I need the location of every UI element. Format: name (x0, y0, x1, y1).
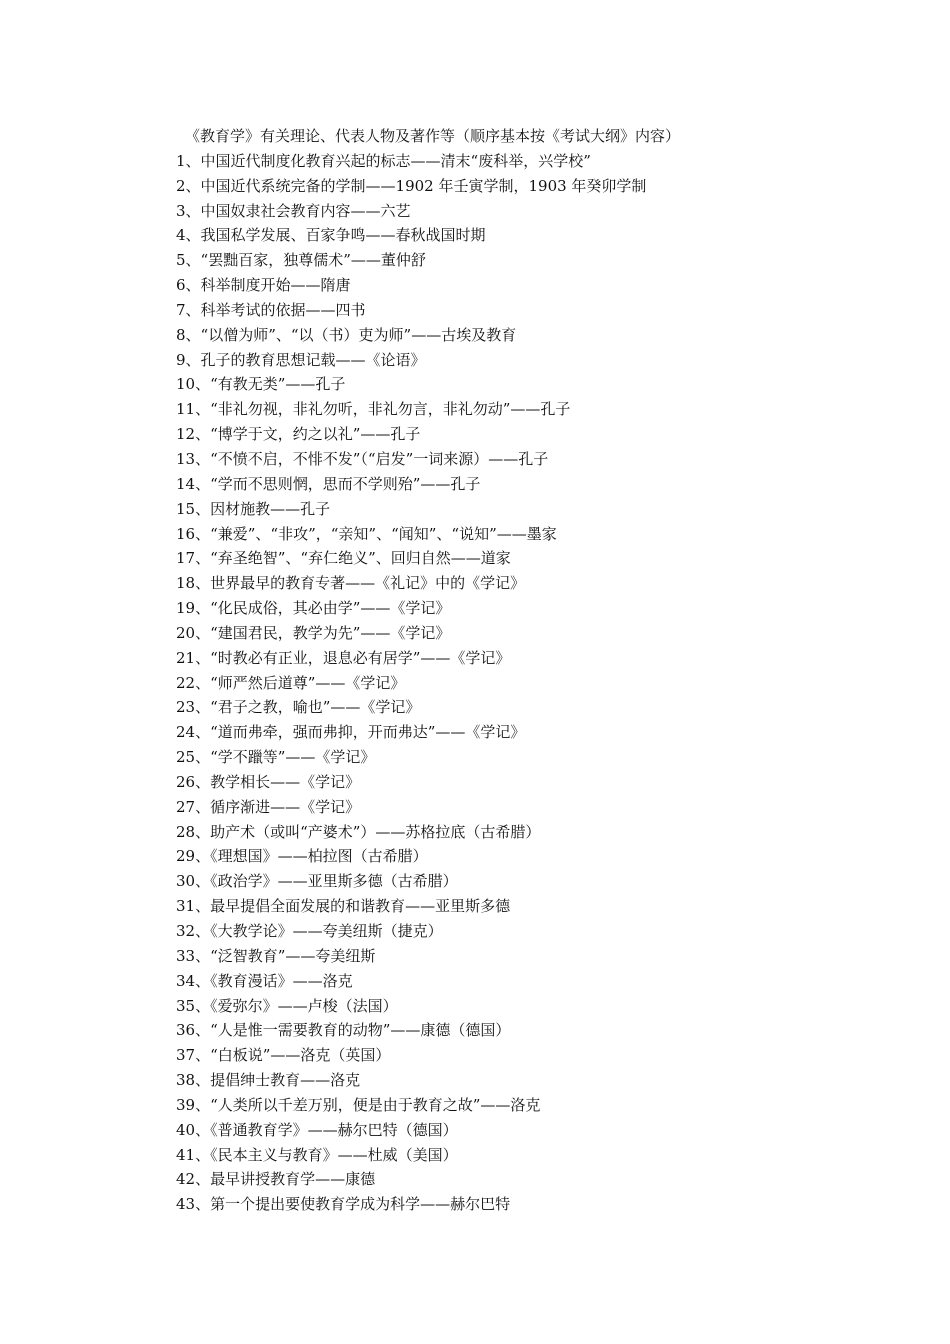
list-item: 30、《政治学》——亚里斯多德（古希腊） (176, 872, 458, 891)
list-item: 14、“学而不思则惘，思而不学则殆”——孔子 (176, 474, 481, 493)
list-item: 13、“不愤不启，不悱不发”（“启发”一词来源）——孔子 (176, 449, 549, 468)
list-item: 37、“白板说”——洛克（英国） (176, 1046, 391, 1065)
item-list (176, 149, 876, 1217)
list-item: 20、“建国君民，教学为先”——《学记》 (176, 623, 451, 642)
list-item: 38、提倡绅士教育——洛克 (176, 1071, 361, 1090)
list-item: 8、“以僧为师”、“以（书）吏为师”——古埃及教育 (176, 325, 517, 344)
list-item: 5、“罢黜百家，独尊儒术”——董仲舒 (176, 251, 426, 270)
list-item: 1、中国近代制度化教育兴起的标志——清末“废科举，兴学校” (176, 151, 591, 170)
list-item: 12、“博学于文，约之以礼”——孔子 (176, 425, 421, 444)
list-item: 10、“有教无类”——孔子 (176, 375, 346, 394)
list-item: 9、孔子的教育思想记载——《论语》 (176, 350, 426, 369)
list-item: 24、“道而弗牵，强而弗抑，开而弗达”——《学记》 (176, 723, 526, 742)
list-item: 39、“人类所以千差万别，便是由于教育之故”——洛克 (176, 1095, 541, 1114)
list-item: 32、《大教学论》——夸美纽斯（捷克） (176, 922, 443, 940)
list-item: 29、《理想国》——柏拉图（古希腊） (176, 847, 428, 866)
list-item: 2、中国近代系统完备的学制——1902 年壬寅学制，1903 年癸卯学制 (176, 176, 647, 195)
list-item: 6、科举制度开始——隋唐 (176, 276, 351, 295)
list-item: 15、因材施教——孔子 (176, 499, 331, 518)
list-item: 17、“弃圣绝智”、“弃仁绝义”、回归自然——道家 (176, 549, 511, 568)
list-item: 21、“时教必有正业，退息必有居学”——《学记》 (176, 648, 511, 667)
list-item: 25、“学不躐等”——《学记》 (176, 748, 376, 767)
list-item: 4、我国私学发展、百家争鸣——春秋战国时期 (176, 226, 486, 245)
list-item: 27、循序渐进——《学记》 (176, 797, 361, 816)
list-item: 34、《教育漫话》——洛克 (176, 971, 353, 990)
list-item: 18、世界最早的教育专著——《礼记》中的《学记》 (176, 574, 526, 593)
list-item: 16、“兼爱”、“非攻”，“亲知”、“闻知”、“说知”——墨家 (176, 524, 557, 543)
list-item: 19、“化民成俗，其必由学”——《学记》 (176, 599, 451, 618)
list-item: 26、教学相长——《学记》 (176, 772, 361, 791)
list-item: 31、最早提倡全面发展的和谐教育——亚里斯多德 (176, 897, 511, 916)
list-item: 33、“泛智教育”——夸美纽斯 (176, 946, 376, 965)
list-item: 41、《民本主义与教育》——杜威（美国） (176, 1145, 458, 1164)
list-item: 3、中国奴隶社会教育内容——六艺 (176, 201, 411, 220)
list-item: 22、“师严然后道尊”——《学记》 (176, 673, 406, 692)
list-item: 11、“非礼勿视，非礼勿听，非礼勿言，非礼勿动”——孔子 (176, 400, 571, 419)
list-item: 7、科举考试的依据——四书 (176, 300, 366, 319)
document-body (176, 124, 876, 1217)
list-item: 43、第一个提出要使教育学成为科学——赫尔巴特 (176, 1195, 511, 1214)
list-item: 36、“人是惟一需要教育的动物”——康德（德国） (176, 1021, 511, 1040)
list-item: 40、《普通教育学》——赫尔巴特（德国） (176, 1120, 458, 1139)
document-title: 《教育学》有关理论、代表人物及著作等（顺序基本按《考试大纲》内容） (185, 127, 681, 145)
list-item: 28、助产术（或叫“产婆术”）——苏格拉底（古希腊） (176, 822, 541, 841)
list-item: 23、“君子之教，喻也”——《学记》 (176, 698, 421, 717)
list-item: 42、最早讲授教育学——康德 (176, 1170, 376, 1189)
list-item: 35、《爱弥尔》——卢梭（法国） (176, 996, 398, 1015)
